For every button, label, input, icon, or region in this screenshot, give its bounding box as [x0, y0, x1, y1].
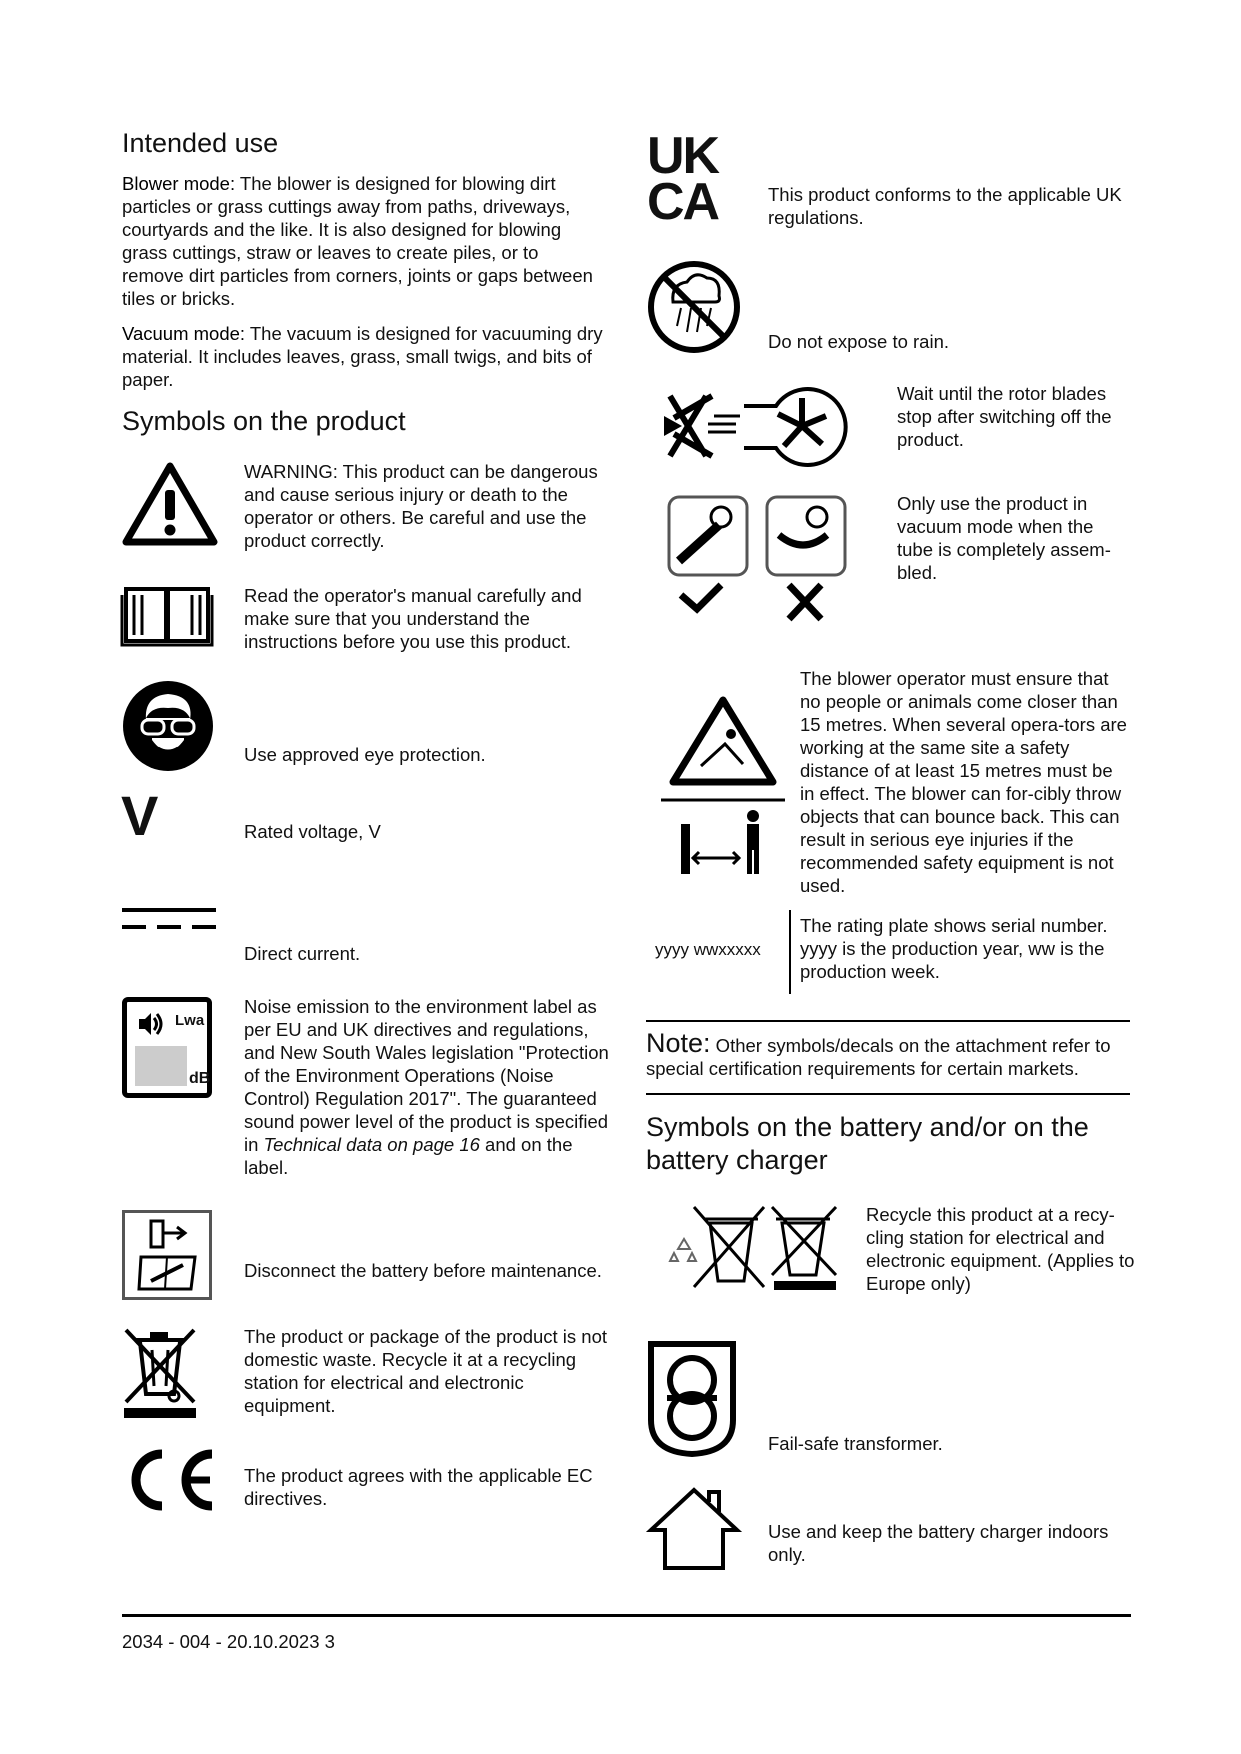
warning-triangle-icon	[122, 460, 218, 546]
recycle-bins-icon	[660, 1205, 840, 1291]
speaker-icon	[135, 1010, 163, 1038]
waste-text: The product or package of the product is not domestic waste. Recycle it at a recycling station for electrical and electronic equipment.	[244, 1326, 608, 1416]
intended-use-title: Intended use	[122, 128, 279, 158]
battery-symbols-title: Symbols on the battery and/or on the battery charger	[646, 1112, 1089, 1175]
indoors-text: Use and keep the battery charger indoors only.	[768, 1521, 1109, 1565]
ukca-glyph-bottom: CA	[647, 173, 719, 231]
footer-rule	[122, 1614, 1131, 1617]
db-label: dB	[189, 1070, 211, 1087]
safety-distance-text: The blower operator must ensure that no people or animals come closer than 15 metres. When several opera-tors are working at the same site a safety distance of at least 15 metres must be in effect. The blower can for-cibly throw objects that can bounce back. This can result in serious eye injuries if the recommended safety equipment is not used.	[800, 668, 1127, 896]
rotor-blades-icon	[660, 388, 850, 468]
vacuum-tube-text: Only use the product in vacuum mode when the tube is completely assem-bled.	[897, 493, 1111, 583]
ce-mark-icon	[122, 1448, 218, 1512]
blower-mode-text: The blower is designed for blowing dirt particles or grass cuttings away from paths, driveways, courtyards and the like. It is also designed for blowing grass cuttings, straw or leaves to create piles, or to remove dirt particles from corners, joints or gaps between tiles or bricks.	[122, 173, 593, 309]
ce-text: The product agrees with the applicable EC directives.	[244, 1465, 593, 1509]
noise-label-icon	[122, 997, 212, 1098]
vacuum-mode-label: Vacuum mode:	[122, 323, 246, 344]
no-rain-text: Do not expose to rain.	[768, 331, 949, 352]
no-rain-icon	[647, 260, 741, 354]
warning-text: WARNING: This product can be dangerous and cause serious injury or death to the operator or others. Be careful and use the product correctly.	[244, 461, 598, 551]
eye-protection-text: Use approved eye protection.	[244, 744, 486, 765]
eye-protection-icon	[122, 680, 214, 772]
recycle-text: Recycle this product at a recy-cling station for electrical and electronic equipment. (Applies to Europe only)	[866, 1204, 1135, 1294]
ukca-mark-icon	[647, 127, 743, 231]
vacuum-mode-text: The vacuum is designed for vacuuming dry material. It includes leaves, grass, small twigs, and bits of paper.	[122, 323, 603, 390]
safety-distance-icon	[661, 694, 785, 884]
serial-code: yyyy wwxxxxx	[655, 940, 761, 959]
manual-text: Read the operator's manual carefully and make sure that you understand the instructions before you use this product.	[244, 585, 582, 652]
noise-value-box	[135, 1046, 187, 1086]
fail-safe-transformer-text: Fail-safe transformer.	[768, 1433, 943, 1454]
crossed-bin-icon	[122, 1328, 198, 1418]
open-book-icon	[122, 583, 212, 647]
serial-divider	[789, 910, 791, 994]
technical-data-link[interactable]: Technical data on page 16	[263, 1134, 480, 1155]
note-label: Note:	[646, 1028, 711, 1058]
house-indoors-icon	[647, 1486, 741, 1572]
direct-current-text: Direct current.	[244, 943, 361, 964]
disconnect-battery-icon	[122, 1210, 212, 1300]
symbols-title: Symbols on the product	[122, 406, 406, 436]
fail-safe-transformer-icon	[647, 1340, 737, 1458]
noise-text	[244, 995, 614, 1179]
disconnect-battery-text: Disconnect the battery before maintenance.	[244, 1260, 602, 1281]
vacuum-tube-icon	[667, 495, 847, 625]
voltage-icon: V	[121, 784, 159, 847]
serial-text: The rating plate shows serial number. yyyy is the production year, ww is the production week.	[800, 915, 1108, 982]
rotor-text: Wait until the rotor blades stop after switching off the product.	[897, 383, 1112, 450]
ukca-text: This product conforms to the applicable UK regulations.	[768, 184, 1122, 228]
blower-mode-label: Blower mode:	[122, 173, 236, 194]
vacuum-mode-paragraph	[122, 322, 612, 391]
note-paragraph	[646, 1028, 1134, 1080]
ukca-glyph-top: UK	[647, 127, 719, 185]
noise-text-b: and on the label.	[244, 1134, 573, 1178]
blower-mode-paragraph	[122, 172, 602, 310]
wrench-book-icon	[137, 1253, 199, 1293]
voltage-text: Rated voltage, V	[244, 821, 381, 842]
note-text: Other symbols/decals on the attachment refer to special certification requirements for certain markets.	[646, 1035, 1111, 1079]
direct-current-icon	[122, 908, 216, 930]
noise-text-a: Noise emission to the environment label as per EU and UK directives and regulations, and New South Wales legislation "Protection of the Environment Operations (Noise Control) Regulation 2017". The guaranteed sound power level of the product is specified in	[244, 996, 609, 1155]
plug-out-icon	[149, 1219, 189, 1251]
note-bottom-rule	[646, 1093, 1130, 1095]
footer-page-info: 2034 - 004 - 20.10.2023 3	[122, 1631, 335, 1652]
lwa-label: Lwa	[175, 1012, 205, 1029]
note-top-rule	[646, 1020, 1130, 1022]
